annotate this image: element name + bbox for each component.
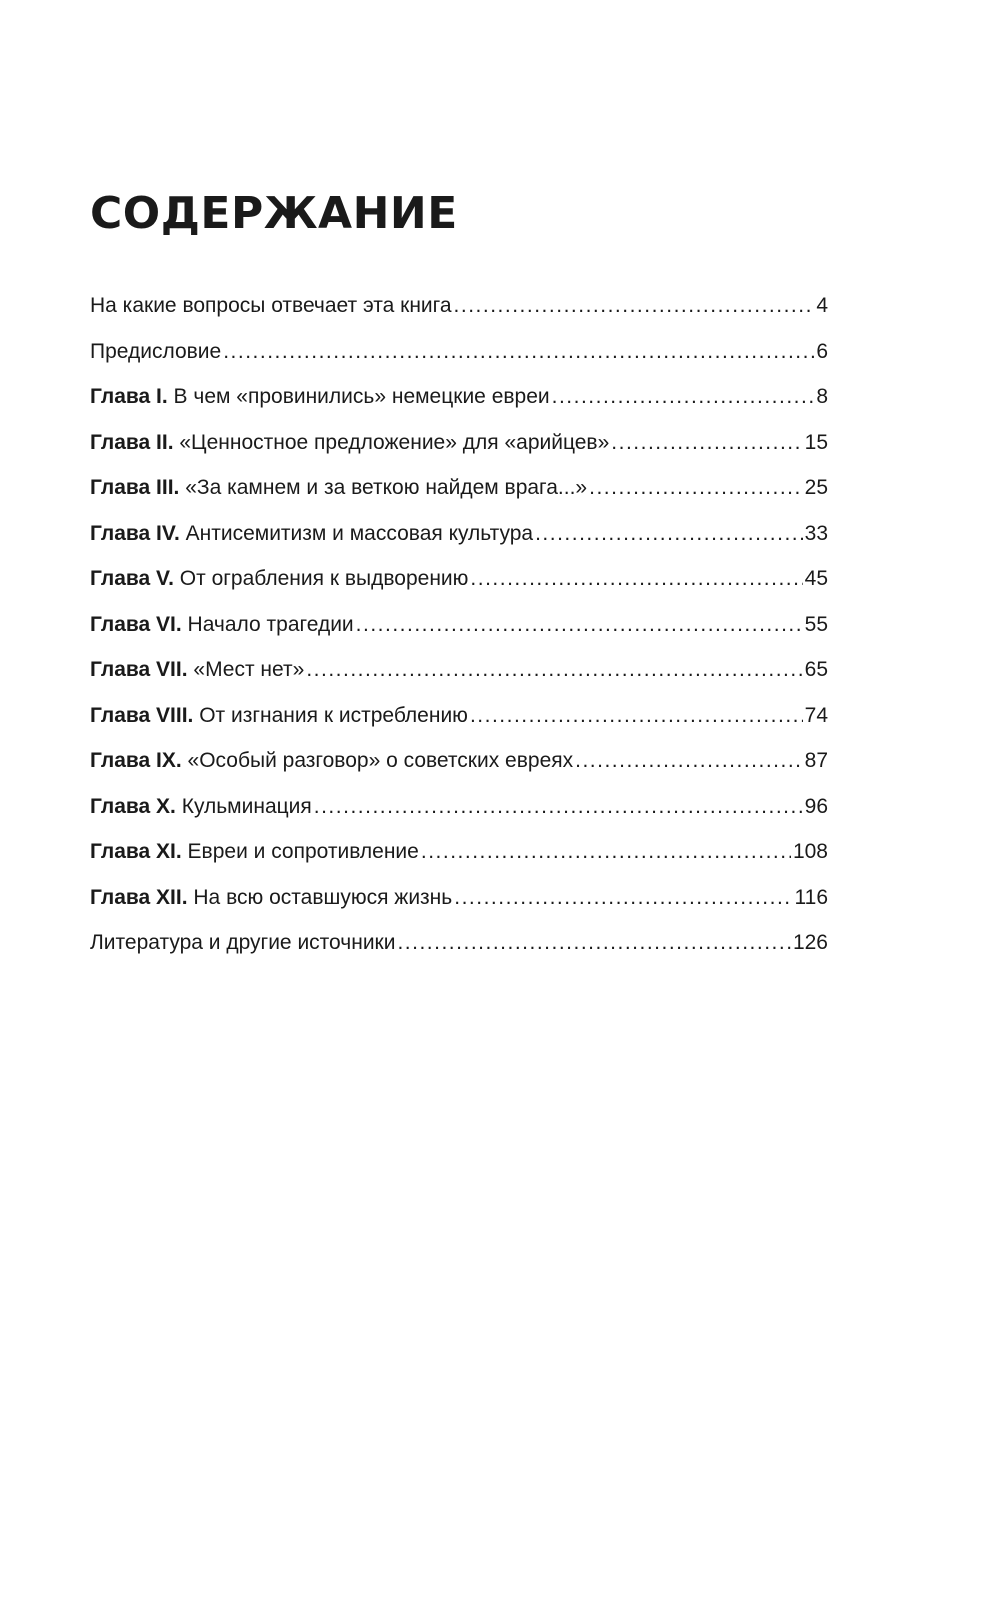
toc-entry-page-number: 108 bbox=[792, 840, 828, 863]
toc-entry-page-number: 116 bbox=[794, 885, 828, 909]
toc-entry-chapter-number: Глава VIII. bbox=[90, 703, 194, 727]
toc-entry[interactable] bbox=[90, 465, 828, 511]
toc-entry-page-number: 126 bbox=[792, 931, 828, 954]
toc-dot-leader bbox=[421, 829, 791, 875]
toc-entry[interactable] bbox=[90, 602, 828, 648]
page-title: СОДЕРЖАНИЕ bbox=[90, 188, 458, 239]
toc-entry-title bbox=[90, 647, 304, 693]
toc-entry-chapter-number: Глава I. bbox=[90, 385, 168, 408]
toc-entry-title-text: Евреи и сопротивление bbox=[187, 840, 419, 863]
toc-entry[interactable] bbox=[90, 920, 828, 966]
toc-entry-title-text: На всю оставшуюся жизнь bbox=[193, 885, 453, 909]
toc-dot-leader bbox=[314, 784, 803, 830]
toc-entry-chapter-number: Глава V. bbox=[90, 567, 174, 590]
toc-entry[interactable] bbox=[90, 329, 828, 375]
toc-entry-title-text: Начало трагедии bbox=[187, 612, 354, 636]
toc-entry-title bbox=[90, 875, 452, 921]
toc-entry-page-number: 87 bbox=[804, 749, 828, 772]
toc-entry-title-text: «Мест нет» bbox=[193, 658, 305, 681]
toc-dot-leader bbox=[454, 283, 815, 329]
toc-entry[interactable] bbox=[90, 647, 828, 693]
toc-entry-title bbox=[90, 738, 573, 784]
toc-entry-page-number: 15 bbox=[804, 430, 828, 454]
toc-entry-title-text: Кульминация bbox=[181, 794, 312, 818]
toc-entry-title bbox=[90, 602, 354, 648]
toc-entry-page-number: 55 bbox=[804, 612, 828, 636]
toc-entry-title bbox=[90, 511, 533, 557]
toc-entry-title-text: «Ценностное предложение» для «арийцев» bbox=[179, 430, 610, 454]
toc-entry-title-text: Предисловие bbox=[90, 339, 222, 363]
toc-entry-title-text: «За камнем и за веткою найдем врага...» bbox=[185, 476, 588, 499]
toc-entry-page-number: 96 bbox=[804, 794, 828, 818]
toc-entry-page-number: 45 bbox=[804, 567, 828, 590]
toc-entry[interactable] bbox=[90, 784, 828, 830]
toc-entry-title-text: На какие вопросы отвечает эта книга bbox=[90, 294, 452, 317]
toc-entry-title bbox=[90, 784, 312, 830]
toc-entry-title bbox=[90, 693, 468, 739]
toc-entry[interactable] bbox=[90, 511, 828, 557]
toc-dot-leader bbox=[454, 875, 792, 921]
toc-entry[interactable] bbox=[90, 556, 828, 602]
toc-entry-title bbox=[90, 920, 395, 966]
toc-entry-chapter-number: Глава XII. bbox=[90, 885, 188, 909]
toc-entry-page-number: 25 bbox=[804, 476, 828, 499]
toc-entry-title bbox=[90, 420, 609, 466]
toc-dot-leader bbox=[535, 511, 803, 557]
toc-entry-title-text: Антисемитизм и массовая культура bbox=[185, 521, 534, 545]
toc-dot-leader bbox=[552, 374, 815, 420]
toc-dot-leader bbox=[611, 420, 802, 466]
toc-entry-title bbox=[90, 465, 587, 511]
toc-entry-title-text: В чем «провинились» немецкие евреи bbox=[173, 385, 550, 408]
toc-entry-title bbox=[90, 556, 468, 602]
toc-dot-leader bbox=[223, 329, 814, 375]
toc-dot-leader bbox=[306, 647, 802, 693]
toc-entry[interactable] bbox=[90, 374, 828, 420]
toc-entry-chapter-number: Глава II. bbox=[90, 430, 174, 454]
toc-dot-leader bbox=[589, 465, 803, 511]
toc-entry-page-number: 33 bbox=[804, 521, 828, 545]
toc-entry-chapter-number: Глава IX. bbox=[90, 749, 182, 772]
toc-dot-leader bbox=[575, 738, 803, 784]
toc-entry-title bbox=[90, 329, 221, 375]
toc-entry[interactable] bbox=[90, 829, 828, 875]
toc-entry-title-text: От изгнания к истреблению bbox=[199, 703, 468, 727]
toc-entry-chapter-number: Глава XI. bbox=[90, 840, 182, 863]
toc-entry[interactable] bbox=[90, 420, 828, 466]
toc-dot-leader bbox=[470, 556, 802, 602]
toc-entry-title-text: «Особый разговор» о советских евреях bbox=[187, 749, 574, 772]
toc-entry-page-number: 65 bbox=[804, 658, 828, 681]
toc-entry-chapter-number: Глава VII. bbox=[90, 658, 188, 681]
toc-entry-title bbox=[90, 829, 419, 875]
toc-dot-leader bbox=[397, 920, 790, 966]
toc-entry-title-text: Литература и другие источники bbox=[90, 931, 396, 954]
table-of-contents bbox=[90, 283, 828, 966]
toc-entry-title-text: От ограбления к выдворению bbox=[179, 567, 469, 590]
toc-entry-title bbox=[90, 283, 452, 329]
toc-entry[interactable] bbox=[90, 875, 828, 921]
toc-entry-title bbox=[90, 374, 550, 420]
toc-dot-leader bbox=[356, 602, 803, 648]
toc-entry-chapter-number: Глава IV. bbox=[90, 521, 180, 545]
toc-entry[interactable] bbox=[90, 693, 828, 739]
toc-entry-chapter-number: Глава III. bbox=[90, 476, 180, 499]
toc-entry-chapter-number: Глава VI. bbox=[90, 612, 182, 636]
toc-dot-leader bbox=[470, 693, 803, 739]
toc-entry-page-number: 74 bbox=[804, 703, 828, 727]
toc-entry-chapter-number: Глава X. bbox=[90, 794, 176, 818]
toc-entry-page-number: 8 bbox=[816, 385, 828, 408]
toc-entry-page-number: 4 bbox=[816, 294, 828, 317]
toc-entry-page-number: 6 bbox=[816, 339, 828, 363]
toc-entry[interactable] bbox=[90, 738, 828, 784]
toc-entry[interactable] bbox=[90, 283, 828, 329]
